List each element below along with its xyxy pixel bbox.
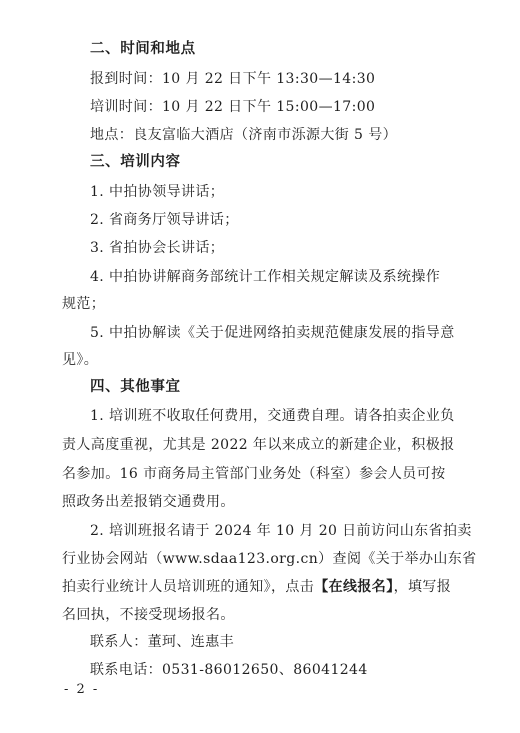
- paragraph-2-line-1: 2. 培训班报名请于 2024 年 10 月 20 日前访问山东省拍卖: [90, 523, 472, 539]
- section-heading-time-location: 二、时间和地点: [90, 41, 196, 57]
- paragraph-2-line-3-text-c: ，填写报: [393, 579, 452, 595]
- content-item-5-line-1: 5. 中拍协解读《关于促进网络拍卖规范健康发展的指导意: [90, 325, 455, 341]
- paragraph-1-line-1: 1. 培训班不收取任何费用，交通费自理。请各拍卖企业负: [90, 408, 455, 424]
- paragraph-1-line-4: 照政务出差报销交通费用。: [62, 494, 235, 510]
- training-time-text: 培训时间：10 月 22 日下午 15:00—17:00: [90, 99, 376, 115]
- section-heading-other: 四、其他事宜: [90, 379, 181, 395]
- paragraph-2-line-2: 行业协会网站（www.sdaa123.org.cn）查阅《关于举办山东省: [62, 551, 477, 567]
- contact-phone-text: 联系电话：0531-86012650、86041244: [90, 662, 368, 678]
- content-item-4-line-2: 规范；: [62, 296, 106, 312]
- content-item-2: 2. 省商务厅领导讲话；: [90, 212, 239, 228]
- paragraph-2-line-3: [62, 578, 451, 596]
- content-item-1: 1. 中拍协领导讲话；: [90, 184, 225, 200]
- section-heading-content: 三、培训内容: [90, 154, 181, 170]
- paragraph-1-line-3: 名参加。16 市商务局主管部门业务处（科室）参会人员可按: [62, 466, 446, 482]
- paragraph-2-line-3-text-a: 拍卖行业统计人员培训班的通知》，点击: [62, 579, 315, 595]
- contact-person-text: 联系人：董珂、连惠丰: [90, 634, 234, 650]
- location-text: 地点：良友富临大酒店（济南市泺源大街 5 号）: [90, 127, 398, 143]
- content-item-4-line-1: 4. 中拍协讲解商务部统计工作相关规定解读及系统操作: [90, 269, 441, 285]
- content-item-5-line-2: 见》。: [62, 352, 99, 368]
- paragraph-1-line-2: 责人高度重视，尤其是 2022 年以来成立的新建企业，积极报: [62, 437, 455, 453]
- checkin-time-text: 报到时间：10 月 22 日下午 13:30—14:30: [90, 71, 376, 87]
- content-item-3: 3. 省拍协会长讲话；: [90, 240, 225, 256]
- page-number: - 2 -: [64, 682, 100, 697]
- online-registration-emphasis: 【在线报名】: [314, 579, 394, 595]
- paragraph-2-line-4: 名回执，不接受现场报名。: [62, 607, 235, 623]
